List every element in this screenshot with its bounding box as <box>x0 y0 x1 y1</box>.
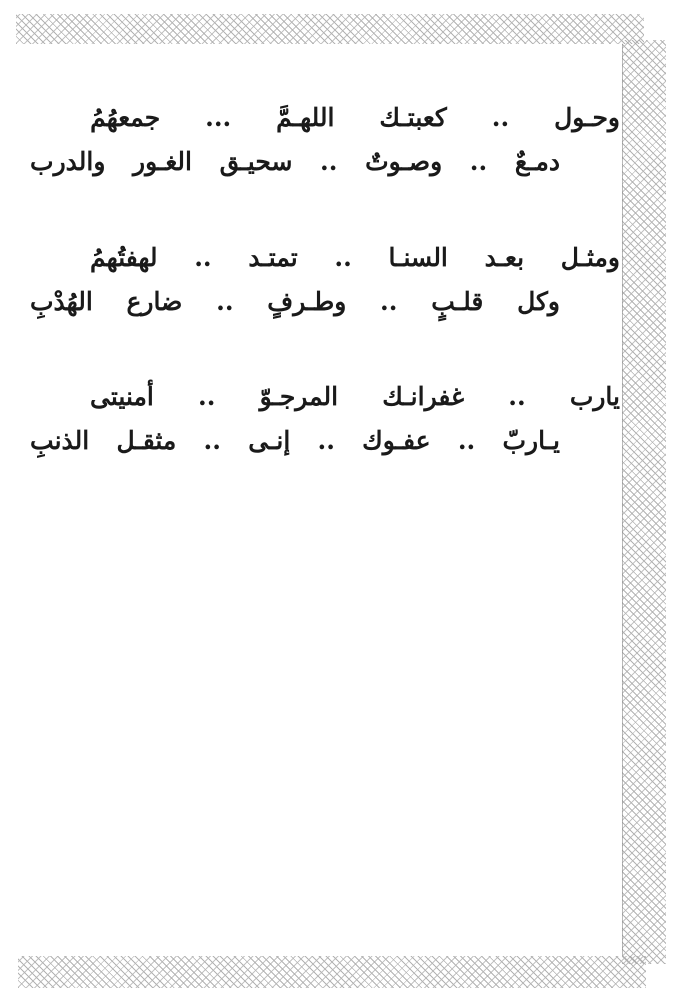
verse-word: دمـعٌ <box>514 147 560 176</box>
verse-word: .. <box>457 426 476 455</box>
verse-word: .. <box>491 103 510 132</box>
verse-line <box>30 280 620 324</box>
verse-word: الغـور <box>133 147 192 176</box>
verse-word: قلـبٍ <box>431 287 484 316</box>
poem-stanza-2 <box>30 236 620 324</box>
poem-stanza-3 <box>30 375 620 463</box>
verse-word: .. <box>320 147 338 176</box>
verse-word: .. <box>198 382 216 411</box>
verse-word: يـاربّ <box>502 426 560 455</box>
verse-word: كعبتـك <box>379 103 447 132</box>
verse-line <box>30 236 620 280</box>
verse-word: السنـا <box>388 243 448 272</box>
verse-word: .. <box>508 382 526 411</box>
ornamental-border-bottom <box>18 956 646 988</box>
verse-word: .. <box>380 287 398 316</box>
verse-word: الهُدْبِ <box>30 287 93 316</box>
verse-word: إنـى <box>248 426 291 455</box>
verse-word: .. <box>334 243 352 272</box>
verse-word: .. <box>203 426 221 455</box>
verse-word: غفرانـك <box>382 382 465 411</box>
verse-word: ... <box>205 103 232 132</box>
verse-word: .. <box>469 147 488 176</box>
verse-line <box>30 419 620 463</box>
verse-word: أمنيتى <box>90 382 154 411</box>
verse-word: وصـوتٌ <box>365 147 443 176</box>
verse-word: سحيـق <box>219 147 293 176</box>
verse-word: وكل <box>517 287 560 316</box>
verse-word: .. <box>194 243 212 272</box>
ornamental-border-top <box>16 14 644 44</box>
verse-word: ومثـل <box>560 243 620 272</box>
border-rule <box>622 44 623 956</box>
verse-word: عفـوك <box>362 426 431 455</box>
verse-word: بعـد <box>484 243 525 272</box>
verse-word: تمتـد <box>248 243 298 272</box>
poem-stanza-1 <box>30 96 620 184</box>
ornamental-border-right <box>622 40 666 964</box>
verse-word: .. <box>216 287 234 316</box>
verse-word: ضارع <box>126 287 183 316</box>
verse-word: والدرب <box>30 147 106 176</box>
verse-line <box>30 375 620 419</box>
verse-word: الذنبِ <box>30 426 90 455</box>
verse-word: يارب <box>569 382 620 411</box>
verse-line <box>30 96 620 140</box>
verse-word: جمعهُمُ <box>90 103 161 132</box>
verse-word: مثقـل <box>116 426 177 455</box>
verse-word: لهفتُهمُ <box>90 243 158 272</box>
verse-word: وطـرفٍ <box>267 287 347 316</box>
verse-word: المرجـوّ <box>259 382 339 411</box>
verse-word: اللهـمَّ <box>276 103 335 132</box>
verse-line <box>30 140 620 184</box>
verse-word: .. <box>317 426 335 455</box>
verse-word: وحـول <box>554 103 620 132</box>
